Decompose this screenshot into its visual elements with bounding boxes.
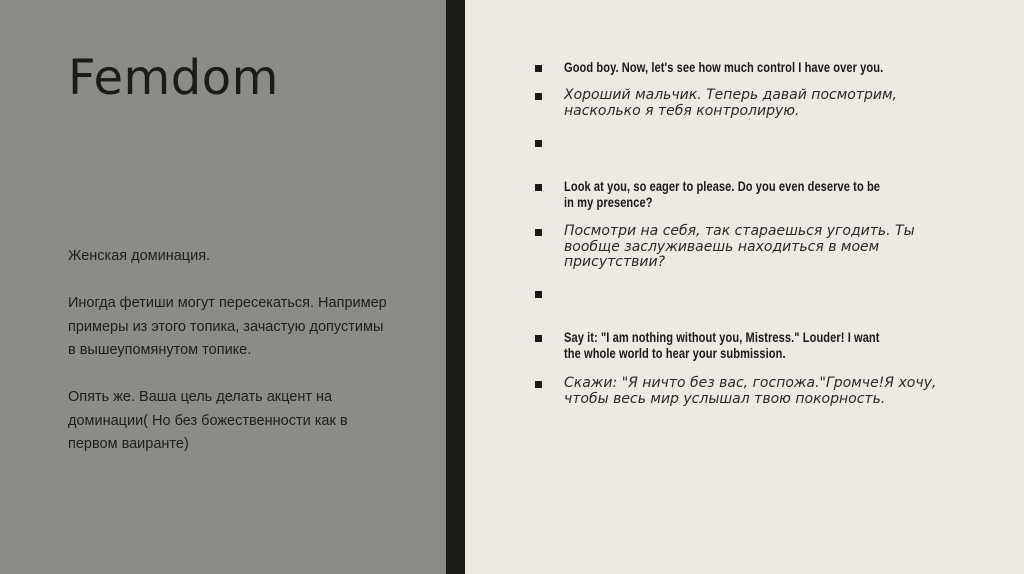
phrase-russian: Скажи: "Я ничто без вас, госпожа."Громче!Я хочу, чтобы весь мир услышал твою покорность. <box>564 375 937 407</box>
phrase-russian: Посмотри на себя, так стараешься угодить. Ты вообще заслуживаешь находиться в моем присутствии? <box>564 223 915 270</box>
bullet-icon <box>535 291 542 298</box>
slide-description <box>68 245 388 480</box>
bullet-icon <box>535 140 542 147</box>
left-panel <box>0 0 446 574</box>
description-paragraph: Женская доминация. <box>68 248 211 264</box>
phrase-russian: Хороший мальчик. Теперь давай посмотрим, насколько я тебя контролирую. <box>564 87 897 119</box>
list-item <box>535 179 965 211</box>
bullet-icon <box>535 184 542 191</box>
list-item <box>535 60 965 76</box>
list-item <box>535 224 965 271</box>
phrase-list <box>465 0 1024 574</box>
phrase-english: Say it: "I am nothing without you, Mistress." Louder! I want the whole world to hear your submission. <box>564 330 880 361</box>
bullet-icon <box>535 93 542 100</box>
phrase-english: Look at you, so eager to please. Do you even deserve to be in my presence? <box>564 179 881 210</box>
list-item <box>535 286 965 298</box>
phrase-english: Good boy. Now, let's see how much control I have over you. <box>564 60 884 75</box>
list-item <box>535 135 965 147</box>
description-paragraph: Иногда фетиши могут пересекаться. Например примеры из этого топика, зачастую допустимы в вышеупомянутом топике. <box>68 295 387 358</box>
right-panel <box>465 0 1024 574</box>
bullet-icon <box>535 65 542 72</box>
slide-title: Femdom <box>68 50 279 106</box>
bullet-icon <box>535 229 542 236</box>
vertical-divider <box>446 0 465 574</box>
list-item <box>535 88 965 119</box>
bullet-icon <box>535 335 542 342</box>
bullet-icon <box>535 381 542 388</box>
list-item <box>535 330 965 362</box>
description-paragraph: Опять же. Ваша цель делать акцент на доминации( Но без божественности как в первом ваиранте) <box>68 389 348 452</box>
list-item <box>535 376 965 407</box>
